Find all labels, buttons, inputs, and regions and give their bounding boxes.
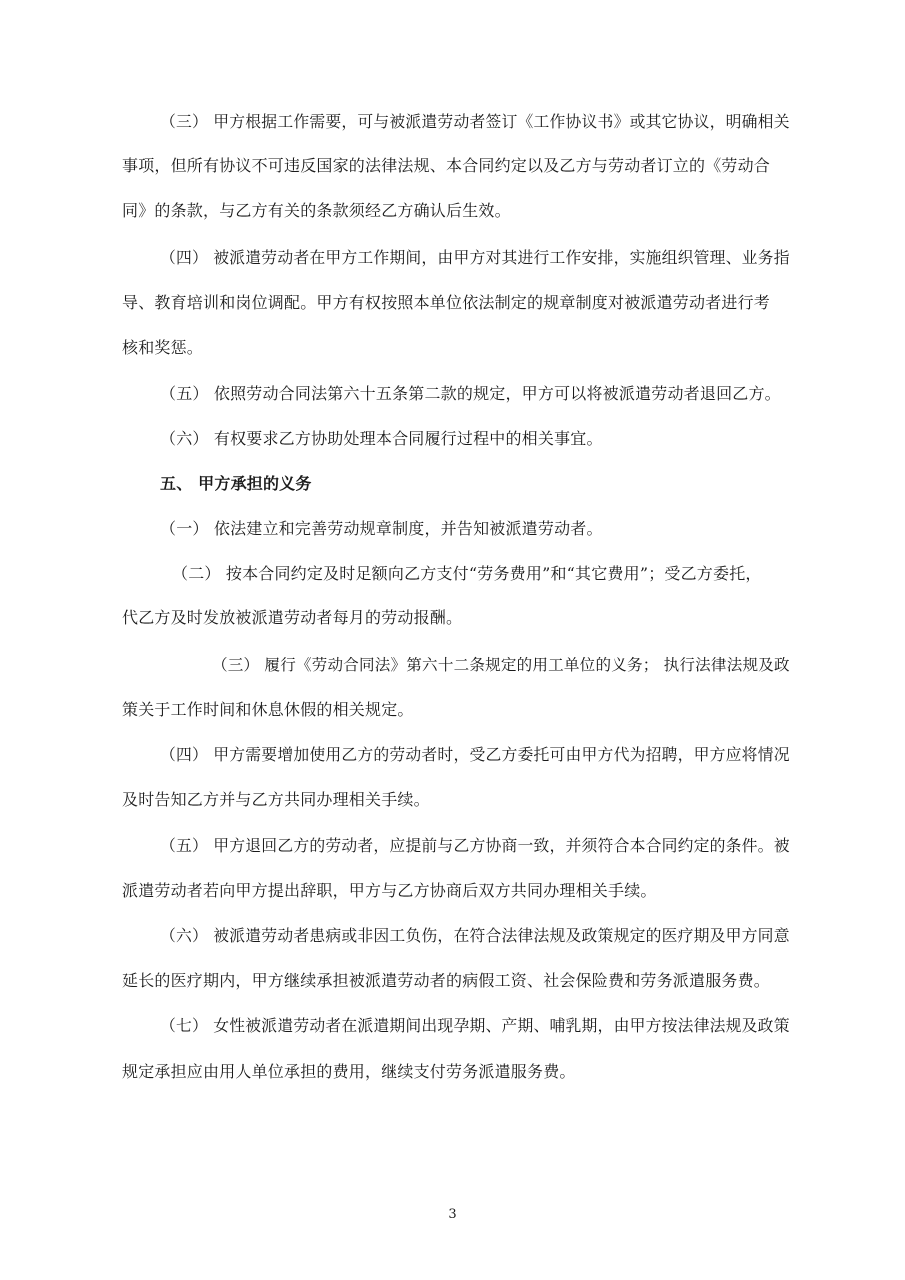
obligation-5-line-1: （五） 甲方退回乙方的劳动者，应提前与乙方协商一致，并须符合本合同约定的条件。被 (160, 836, 790, 855)
clause-5-line-1: （五） 依照劳动合同法第六十五条第二款的规定，甲方可以将被派遣劳动者退回乙方。 (160, 384, 781, 403)
clause-3-line-3: 同》的条款，与乙方有关的条款须经乙方确认后生效。 (122, 201, 511, 220)
clause-4-line-1: （四） 被派遣劳动者在甲方工作期间，由甲方对其进行工作安排，实施组织管理、业务指 (160, 248, 790, 267)
obligation-7-line-2: 规定承担应由用人单位承担的费用，继续支付劳务派遣服务费。 (122, 1062, 576, 1081)
obligation-3-line-1: （三） 履行《劳动合同法》第六十二条规定的用工单位的义务； 执行法律法规及政 (212, 656, 790, 674)
obligation-6-line-2: 延长的医疗期内，甲方继续承担被派遣劳动者的病假工资、社会保险费和劳务派遣服务费。 (122, 971, 771, 990)
clause-4-line-2: 导、教育培训和岗位调配。甲方有权按照本单位依法制定的规章制度对被派遣劳动者进行考 (122, 293, 771, 312)
obligation-4-line-2: 及时告知乙方并与乙方共同办理相关手续。 (122, 790, 430, 809)
clause-3-line-2: 事项，但所有协议不可违反国家的法律法规、本合同约定以及乙方与劳动者订立的《劳动合 (122, 156, 771, 175)
obligation-7-line-1: （七） 女性被派遣劳动者在派遣期间出现孕期、产期、哺乳期，由甲方按法律法规及政策 (160, 1016, 790, 1035)
obligation-1-line-1: （一） 依法建立和完善劳动规章制度，并告知被派遣劳动者。 (160, 519, 603, 538)
obligation-6-line-1: （六） 被派遣劳动者患病或非因工负伤，在符合法律法规及政策规定的医疗期及甲方同意 (160, 926, 790, 945)
obligation-3-line-2: 策关于工作时间和休息休假的相关规定。 (122, 700, 414, 719)
clause-4-line-3: 核和奖惩。 (122, 338, 204, 357)
obligation-2-line-2: 代乙方及时发放被派遣劳动者每月的劳动报酬。 (122, 608, 463, 627)
clause-6-line-1: （六） 有权要求乙方协助处理本合同履行过程中的相关事宜。 (160, 429, 603, 448)
clause-3-line-1: （三） 甲方根据工作需要，可与被派遣劳动者签订《工作协议书》或其它协议，明确相关 (160, 112, 790, 131)
section-heading: 五、 甲方承担的义务 (160, 474, 312, 493)
obligation-4-line-1: （四） 甲方需要增加使用乙方的劳动者时，受乙方委托可由甲方代为招聘，甲方应将情况 (160, 745, 790, 764)
obligation-2-line-1: （二） 按本合同约定及时足额向乙方支付“劳务费用”和“其它费用”；受乙方委托， (172, 564, 762, 583)
page-number: 3 (448, 1207, 457, 1222)
obligation-5-line-2: 派遣劳动者若向甲方提出辞职，甲方与乙方协商后双方共同办理相关手续。 (122, 881, 657, 900)
